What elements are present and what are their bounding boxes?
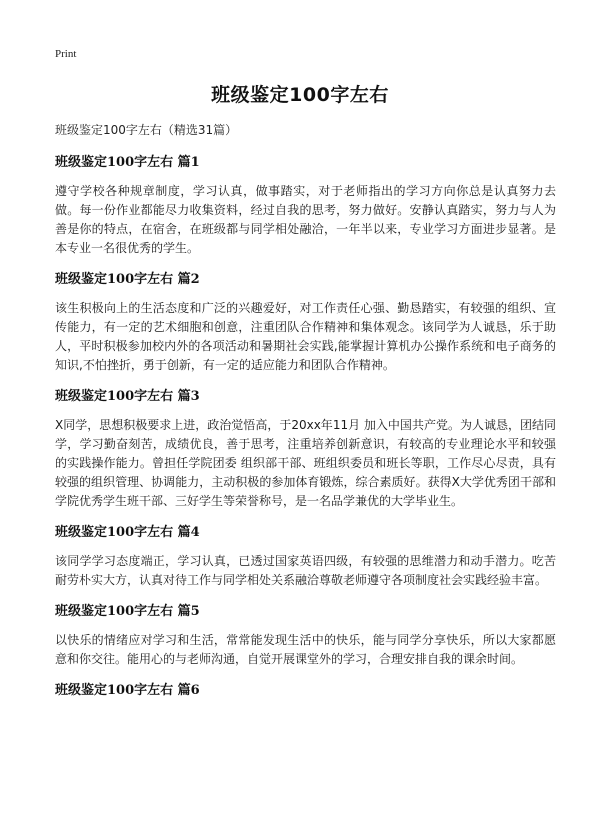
section-heading: 班级鉴定100字左右 篇6 xyxy=(55,683,200,698)
section-5 xyxy=(55,600,556,669)
section-heading: 班级鉴定100字左右 篇4 xyxy=(55,525,200,540)
section-heading: 班级鉴定100字左右 篇2 xyxy=(55,272,200,287)
section-body: 该同学学习态度端正，学习认真，已透过国家英语四级，有较强的思维潜力和动手潜力。吃苦耐劳朴实大方，认真对待工作与同学相处关系融洽尊敬老师遵守各项制度社会实践经验丰富。 xyxy=(55,554,556,587)
document-subtitle: 班级鉴定100字左右（精选31篇） xyxy=(55,123,238,137)
sections-container xyxy=(55,151,556,710)
print-label[interactable]: Print xyxy=(55,48,77,60)
section-6 xyxy=(55,679,556,698)
section-heading: 班级鉴定100字左右 篇5 xyxy=(55,604,200,619)
section-heading: 班级鉴定100字左右 篇1 xyxy=(55,155,200,170)
section-body: X同学，思想积极要求上进，政治觉悟高，于20xx年11月 加入中国共产党。为人诚恳，团结同学，学习勤奋刻苦，成绩优良，善于思考，注重培养创新意识，有较高的专业理论水平和较强的实践操作能力。曾担任学院团委 组织部干部、班组织委员和班长等职，工作尽心尽责，具有较强的组织管理、协调能力，主动积极的参加体育锻炼，综合素质好。获得X大学优秀团干部和 学院优秀学生班干部、三好学生等荣誉称号，是一名品学兼优的大学毕业生。 xyxy=(55,418,556,508)
document-title: 班级鉴定100字左右 xyxy=(211,84,389,106)
section-body: 该生积极向上的生活态度和广泛的兴趣爱好，对工作责任心强、勤恳踏实，有较强的组织、宣传能力，有一定的艺术细胞和创意，注重团队合作精神和集体观念。该同学为人诚恳，乐于助人，平时积极参加校内外的各项活动和暑期社会实践,能掌握计算机办公操作系统和电子商务的知识,不怕挫折，勇于创新，有一定的适应能力和团队合作精神。 xyxy=(55,301,556,372)
section-3 xyxy=(55,385,556,511)
section-4 xyxy=(55,521,556,590)
section-heading: 班级鉴定100字左右 篇3 xyxy=(55,389,200,404)
section-1 xyxy=(55,151,556,258)
section-2 xyxy=(55,268,556,375)
section-body: 以快乐的情绪应对学习和生活，常常能发现生活中的快乐，能与同学分享快乐，所以大家都愿意和你交往。能用心的与老师沟通，自觉开展课堂外的学习，合理安排自我的课余时间。 xyxy=(55,633,556,666)
section-body: 遵守学校各种规章制度，学习认真，做事踏实，对于老师指出的学习方向你总是认真努力去做。每一份作业都能尽力收集资料，经过自我的思考，努力做好。安静认真踏实，努力与人为善是你的特点，在宿舍，在班级都与同学相处融洽，一年半以来，专业学习方面进步显著。是本专业一名很优秀的学生。 xyxy=(55,184,556,255)
